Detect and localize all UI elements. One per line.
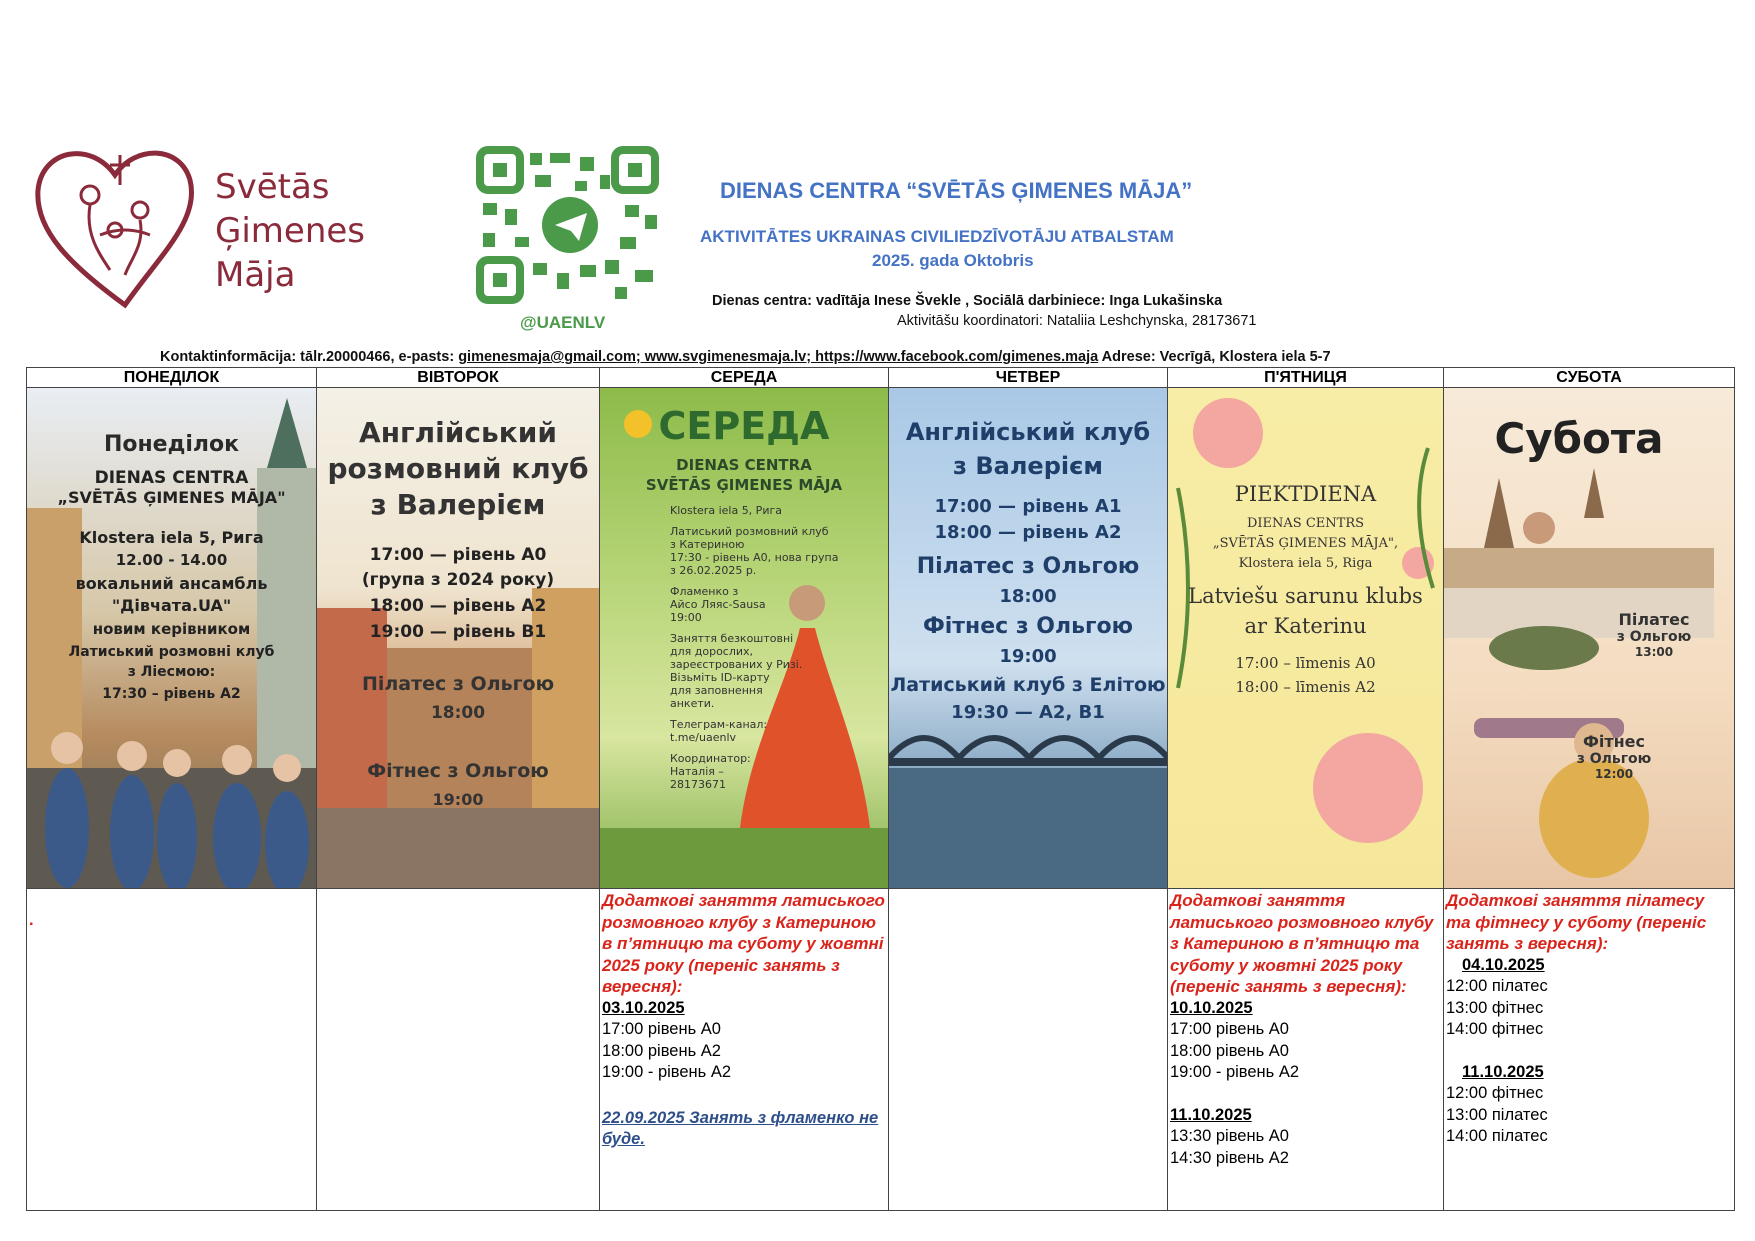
- rose-icon: [1193, 398, 1263, 468]
- sat-line-6: 14:00 пілатес: [1446, 1127, 1548, 1145]
- friday-illustration: [1168, 388, 1443, 888]
- poster-fri-line-7: 18:00 – līmenis A2: [1235, 678, 1376, 696]
- poster-tue-title-1: Англійський: [359, 416, 557, 449]
- poster-tue-line-8: 19:00: [432, 790, 484, 809]
- sat-line-2: 13:00 фітнес: [1446, 998, 1544, 1017]
- poster-wednesday: [600, 388, 888, 888]
- poster-mon-line-7: новим керівником: [92, 620, 251, 638]
- wed-line-1: 17:00 рівень А0: [602, 1020, 721, 1038]
- poster-wed-small-3: з Катериною: [670, 538, 745, 551]
- poster-wed-small-9: Заняття безкоштовні: [670, 632, 794, 645]
- poster-wed-small: [670, 504, 839, 791]
- fri-date-1: 10.10.2025: [1170, 998, 1253, 1017]
- wed-cancel-note: 22.09.2025 Занять з фламенко не буде.: [602, 1108, 879, 1148]
- fri-line-3: 19:00 - рівень А2: [1170, 1063, 1300, 1081]
- wed-line-3: 19:00 - рівень А2: [602, 1063, 732, 1081]
- poster-tue-line-2: (група з 2024 року): [361, 570, 555, 590]
- schedule-table: [26, 367, 1735, 1211]
- day-header-saturday: СУБОТА: [1444, 368, 1734, 388]
- poster-wed-small-10: для дорослих,: [670, 645, 754, 658]
- poster-thu-line-6: 19:00: [999, 646, 1057, 667]
- wed-line-2: 18:00 рівень А2: [602, 1041, 721, 1060]
- poster-wed-small-2: Латиський розмовний клуб: [670, 525, 829, 538]
- poster-tue-line-7: Фітнес з Ольгою: [367, 760, 549, 782]
- contact-prefix: Kontaktinformācija: tālr.20000466, e-pasts:: [160, 349, 459, 365]
- poster-thu-line-7: Латиський клуб з Елітою: [890, 674, 1166, 696]
- poster-wed-small-11: зареєстрованих у Ризі.: [670, 658, 803, 671]
- column-wednesday: [600, 368, 889, 1210]
- notes-saturday: [1444, 888, 1734, 1209]
- poster-tue-line-3: 18:00 — рівень А2: [369, 596, 547, 616]
- poster-mon-line-2: „SVĒTĀS ĢIMENES MĀJA": [57, 488, 286, 507]
- sat-line-5: 13:00 пілатес: [1446, 1105, 1548, 1124]
- poster-thu-line-4: 18:00: [999, 586, 1057, 607]
- poster-wed-small-14: анкети.: [670, 697, 715, 710]
- poster-wed-small-15: Телеграм-канал:: [670, 718, 768, 731]
- contact-address: Adrese: Vecrīgā, Klostera iela 5-7: [1098, 349, 1331, 365]
- wed-note: Додаткові заняття латиського розмовного клубу з Катериною в п’ятницю та суботу у жовтні 2025 року (перенiс занять з вересня):: [602, 891, 885, 996]
- poster-mon-line-5: вокальний ансамбль: [75, 574, 268, 593]
- poster-tue-line-1: 17:00 — рівень А0: [369, 545, 547, 565]
- poster-wed-small-4: 17:30 - рівень А0, нова група: [670, 551, 839, 564]
- poster-fri-title: PIEKTDIENA: [1234, 482, 1377, 506]
- poster-tue-line-4: 19:00 — рівень В1: [369, 622, 547, 642]
- qr-code-icon: [475, 145, 665, 305]
- column-friday: [1168, 368, 1444, 1210]
- notes-friday: [1168, 888, 1443, 1209]
- poster-mon-line-8: Латиський розмовні клуб: [68, 644, 275, 660]
- poster-thu-title-2: з Валерієм: [953, 452, 1103, 480]
- poster-wed-small-7: Айсо Ляяс-Sausa: [670, 598, 766, 611]
- poster-sat-line-4: Фітнес: [1582, 732, 1645, 751]
- poster-wed-small-1: Klostera iela 5, Рига: [670, 504, 782, 517]
- poster-saturday: [1444, 388, 1734, 888]
- poster-mon-line-3: Klostera iela 5, Рига: [79, 528, 264, 547]
- qr-code[interactable]: [475, 145, 665, 335]
- poster-mon-line-4: 12.00 - 14.00: [115, 551, 228, 569]
- poster-wed-title: СЕРЕДА: [658, 404, 830, 448]
- poster-monday: [27, 388, 316, 888]
- poster-sat-title: Субота: [1494, 414, 1664, 463]
- day-header-wednesday: СЕРЕДА: [600, 368, 888, 388]
- logo-line-2: Ģimenes: [215, 211, 366, 251]
- day-header-thursday: ЧЕТВЕР: [889, 368, 1167, 388]
- monday-illustration: [27, 388, 316, 888]
- poster-tue-line-5: Пілатес з Ольгою: [361, 673, 555, 695]
- poster-mon-line-10: 17:30 – рівень А2: [102, 686, 241, 702]
- poster-fri-line-4: Latviešu sarunu klubs: [1188, 584, 1423, 608]
- logo-line-1: Svētās: [215, 167, 330, 207]
- qr-handle: @UAENLV: [520, 313, 606, 332]
- wed-date: 03.10.2025: [602, 998, 685, 1017]
- poster-fri-line-1: DIENAS CENTRS: [1246, 516, 1365, 531]
- poster-mon-line-6: "Дівчата.UA": [111, 596, 232, 615]
- sat-line-3: 14:00 фітнес: [1446, 1020, 1544, 1038]
- fri-date-2: 11.10.2025: [1170, 1105, 1252, 1124]
- logo-line-3: Māja: [215, 255, 296, 295]
- notes-wednesday: [600, 888, 888, 1209]
- poster-tuesday: [317, 388, 599, 888]
- staff-line: Dienas centra: vadītāja Inese Švekle , Sociālā darbiniece: Inga Lukašinska: [712, 293, 1223, 309]
- column-saturday: [1444, 368, 1734, 1210]
- poster-mon-line-1: DIENAS CENTRA: [94, 468, 249, 488]
- poster-fri-line-6: 17:00 – līmenis A0: [1235, 654, 1376, 672]
- column-tuesday: [317, 368, 600, 1210]
- page-subtitle: AKTIVITĀTES UKRAINAS CIVILIEDZĪVOTĀJU ATBALSTAM: [700, 227, 1174, 246]
- fri-line-4: 13:30 рівень А0: [1170, 1127, 1289, 1145]
- poster-tue-title-2: розмовний клуб: [327, 452, 589, 485]
- poster-thu-line-2: 18:00 — рівень А2: [934, 522, 1122, 543]
- poster-thu-line-8: 19:30 — А2, В1: [951, 702, 1105, 723]
- poster-sat-line-1: Пілатес: [1618, 610, 1690, 629]
- fri-line-2: 18:00 рівень А0: [1170, 1041, 1289, 1060]
- poster-sat-fitness: [1554, 732, 1674, 781]
- poster-sat-line-6: 12:00: [1594, 767, 1634, 781]
- poster-wed-small-16: t.me/uaenlv: [670, 731, 737, 744]
- poster-thu-line-3: Пілатес з Ольгою: [916, 554, 1140, 579]
- notes-tuesday: [317, 888, 599, 1209]
- poster-fri-line-2: „SVĒTĀS ĢIMENES MĀJA",: [1212, 536, 1399, 551]
- rose-icon: [1313, 733, 1423, 843]
- poster-wed-small-5: з 26.02.2025 р.: [670, 564, 757, 577]
- sat-date-2: 11.10.2025: [1462, 1062, 1544, 1081]
- poster-friday: [1168, 388, 1443, 888]
- poster-sat-line-5: з Ольгою: [1576, 751, 1652, 767]
- poster-mon-line-9: з Ліесмою:: [127, 664, 216, 680]
- poster-wed-line-2: SVĒTĀS ĢIMENES MĀJA: [645, 476, 843, 494]
- poster-wed-small-13: для заповнення: [670, 684, 763, 697]
- page-date: 2025. gada Oktobris: [872, 251, 1034, 270]
- notes-monday: [27, 888, 316, 1209]
- poster-wed-small-6: Фламенко з: [670, 585, 739, 598]
- poster-tue-title-3: з Валерієм: [370, 488, 546, 521]
- poster-sat-line-3: 13:00: [1634, 645, 1674, 659]
- page-title: DIENAS CENTRA “SVĒTĀS ĢIMENES MĀJA”: [720, 178, 1193, 203]
- poster-thursday: [889, 388, 1167, 888]
- poster-thu-title-1: Англійський клуб: [905, 418, 1151, 446]
- poster-wed-small-17: Координатор:: [670, 752, 751, 765]
- sat-line-1: 12:00 пілатес: [1446, 977, 1548, 995]
- sat-note: Додаткові заняття пілатесу та фітнесу у суботу (перенiс занять з вересня):: [1446, 891, 1707, 953]
- poster-thu-line-5: Фітнес з Ольгою: [922, 614, 1134, 639]
- logo: [30, 135, 370, 325]
- poster-wed-small-8: 19:00: [670, 611, 702, 624]
- fri-line-5: 14:30 рівень А2: [1170, 1148, 1289, 1167]
- contact-links[interactable]: gimenesmaja@gmail.com; www.svgimenesmaja.lv; https://www.facebook.com/gimenes.maja: [458, 349, 1099, 365]
- poster-wed-small-19: 28173671: [670, 778, 726, 791]
- poster-wed-line-1: DIENAS CENTRA: [676, 456, 812, 474]
- day-header-tuesday: ВІВТОРОК: [317, 368, 599, 388]
- poster-wed-small-18: Наталія –: [670, 765, 724, 778]
- fri-note: Додаткові заняття латиського розмовного клубу з Катериною в п’ятницю та суботу у жовтні 2025 року (перенiс занять з вересня):: [1170, 891, 1434, 996]
- sat-date-1: 04.10.2025: [1462, 955, 1545, 974]
- poster-thu-line-1: 17:00 — рівень А1: [934, 496, 1122, 517]
- day-header-monday: ПОНЕДІЛОК: [27, 368, 316, 388]
- logo-wordmark: [215, 165, 365, 297]
- heart-family-icon: [30, 135, 230, 325]
- poster-fri-line-3: Klostera iela 5, Riga: [1238, 556, 1373, 571]
- poster-mon-title: Понеділок: [103, 432, 240, 457]
- poster-sat-line-2: з Ольгою: [1616, 629, 1692, 645]
- fri-line-1: 17:00 рівень А0: [1170, 1020, 1289, 1038]
- column-monday: [27, 368, 317, 1210]
- day-header-friday: П'ЯТНИЦЯ: [1168, 368, 1443, 388]
- poster-sat-pilates: [1594, 610, 1714, 659]
- coordinator-line: Aktivitāšu koordinatori: Nataliia Leshchynska, 28173671: [897, 313, 1257, 329]
- poster-fri-line-5: ar Katerinu: [1244, 614, 1367, 638]
- poster-wed-small-12: Візьміть ID-карту: [670, 671, 770, 684]
- poster-tue-line-6: 18:00: [430, 703, 486, 723]
- notes-thursday: [889, 888, 1167, 1209]
- column-thursday: [889, 368, 1168, 1210]
- sat-line-4: 12:00 фітнес: [1446, 1084, 1544, 1102]
- contact-line: [160, 349, 1331, 365]
- monday-mark: .: [29, 911, 34, 929]
